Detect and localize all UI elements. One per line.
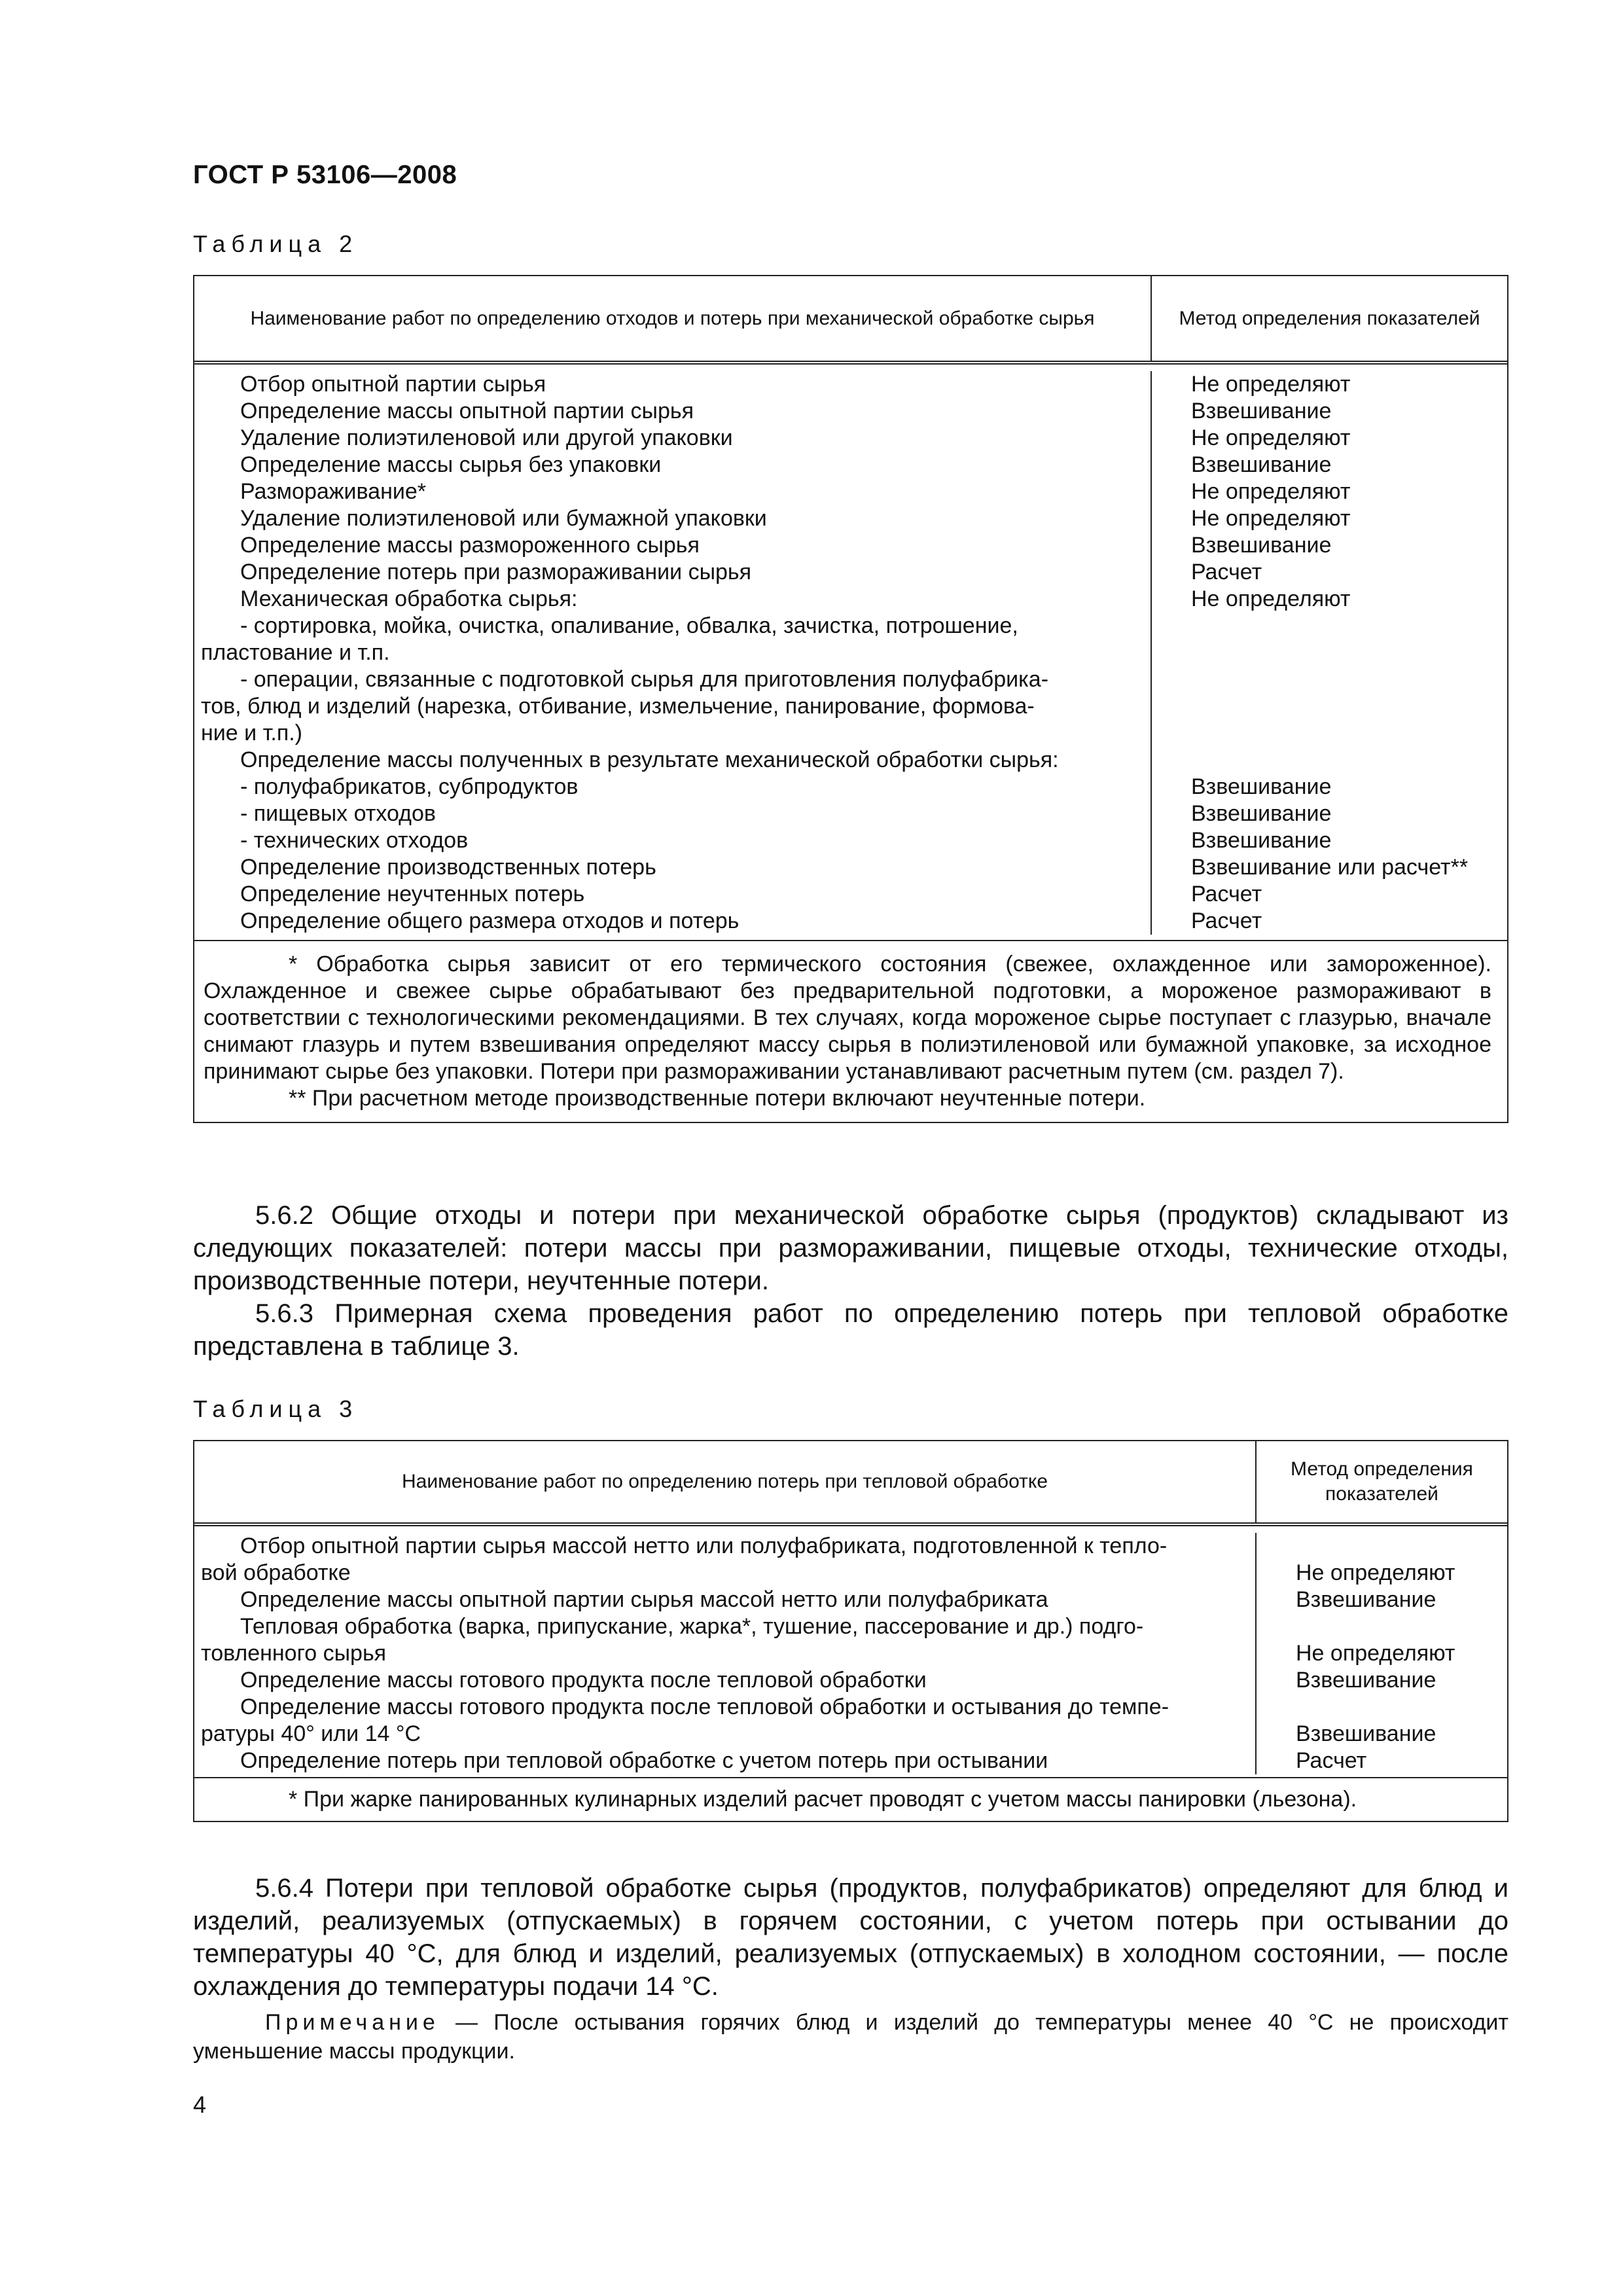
table-footnote: ** При расчетном методе производственные потери включают неучтенные потери. xyxy=(289,1086,1146,1111)
table-row-method: Не определяют xyxy=(1191,372,1351,397)
table-row-method xyxy=(1152,693,1507,720)
table-row-work: Определение производственных потерь xyxy=(240,855,656,880)
table2-header-work: Наименование работ по определению отходов и потерь при механической обработке сырья xyxy=(194,276,1152,361)
table2-header xyxy=(194,276,1507,365)
note-label: Примечание xyxy=(265,2010,440,2035)
table3-method-column xyxy=(1257,1533,1507,1774)
table-row-method: Не определяют xyxy=(1191,479,1351,504)
table-row-method xyxy=(1152,613,1507,639)
table-row-work: Определение массы полученных в результате механической обработки сырья: xyxy=(240,747,1059,772)
table-row-work: ние и т.п.) xyxy=(201,721,302,745)
table-row-work: Определение неучтенных потерь xyxy=(240,882,585,906)
table-row-method: Взвешивание xyxy=(1191,828,1332,853)
table-row-method: Не определяют xyxy=(1191,506,1351,531)
table2-caption: Таблица 2 xyxy=(193,230,359,257)
table-row-method: Не определяют xyxy=(1191,586,1351,611)
table-row-method: Взвешивание xyxy=(1191,452,1332,477)
table-row-method: Не определяют xyxy=(1191,425,1351,450)
table-row-method: Взвешивание xyxy=(1296,1587,1436,1612)
table3-caption: Таблица 3 xyxy=(193,1395,359,1422)
paragraph: 5.6.3 Примерная схема проведения работ по определению потерь при тепловой обработке представлена в таблице 3. xyxy=(193,1299,1508,1361)
table-row-method: Взвешивание xyxy=(1191,774,1332,799)
table-row-work: Размораживание* xyxy=(240,479,427,504)
note-primechanie xyxy=(193,2008,1508,2066)
table2-notes xyxy=(194,941,1507,1122)
table3 xyxy=(193,1440,1508,1822)
table-row-work: Тепловая обработка (варка, припускание, жарка*, тушение, пассерование и др.) подго- xyxy=(240,1614,1144,1639)
table2-work-column xyxy=(194,371,1152,935)
table-row-method xyxy=(1257,1694,1507,1721)
table-row-method: Взвешивание xyxy=(1191,399,1332,423)
document-header: ГОСТ Р 53106—2008 xyxy=(193,160,457,189)
table-row-method xyxy=(1257,1533,1507,1560)
table3-work-column xyxy=(194,1533,1257,1774)
table-row-work: - полуфабрикатов, субпродуктов xyxy=(240,774,579,799)
page-number: 4 xyxy=(193,2091,207,2118)
table-row-method: Взвешивание или расчет** xyxy=(1191,855,1469,880)
note-text: — После остывания горячих блюд и изделий до температуры менее 40 °С не происходит уменьшение массы продукции. xyxy=(193,2010,1508,2064)
table-row-work: Определение массы готового продукта после тепловой обработки и остывания до темпе- xyxy=(240,1695,1169,1719)
table3-header-method: Метод определения показателей xyxy=(1291,1458,1473,1505)
table-footnote: * Обработка сырья зависит от его термического состояния (свежее, охлажденное или замороженное). Охлажденное и свежее сырье обрабатывают без предварительной подготовки, а мороженое размораживают в соответствии с технологическими рекомендациями. В тех случаях, когда мороженое сырье поступает с глазурью, вначале снимают глазурь и путем взвешивания определяют массу сырья в полиэтиленовой или бумажной упаковке, за исходное принимают сырье без упаковки. Потери при размораживании устанавливают расчетным путем (см. раздел 7). xyxy=(204,952,1491,1084)
table3-notes xyxy=(194,1778,1507,1821)
paragraph-5-6-4-text: 5.6.4 Потери при тепловой обработке сырья (продуктов, полуфабрикатов) определяют для блюд и изделий, реализуемых (отпускаемых) в горячем состоянии, с учетом потерь при остывании до температуры 40 °С, для блюд и изделий, реализуемых (отпускаемых) в холодном состоянии, — после охлаждения до температуры подачи 14 °С. xyxy=(193,1874,1508,2001)
table-row-method: Взвешивание xyxy=(1191,533,1332,558)
table-row-work: Определение общего размера отходов и потерь xyxy=(240,908,740,933)
table-row-method xyxy=(1152,666,1507,693)
table-row-work: Определение потерь при размораживании сырья xyxy=(240,560,752,584)
table-row-method: Взвешивание xyxy=(1296,1668,1436,1693)
table2 xyxy=(193,275,1508,1123)
paragraph: 5.6.2 Общие отходы и потери при механической обработке сырья (продуктов) складывают из следующих показателей: потери массы при размораживании, пищевые отходы, технические отходы, производственные потери, неучтенные потери. xyxy=(193,1201,1508,1295)
table-row-work: ратуры 40° или 14 °С xyxy=(201,1721,421,1746)
table-row-method: Не определяют xyxy=(1296,1641,1455,1666)
table3-header xyxy=(194,1441,1507,1526)
table-row-work: - технических отходов xyxy=(240,828,469,853)
table-row-method xyxy=(1152,747,1507,774)
table-row-method: Расчет xyxy=(1191,908,1262,933)
table2-body xyxy=(194,365,1507,941)
table-row-work: Отбор опытной партии сырья xyxy=(240,372,546,397)
table-row-method: Взвешивание xyxy=(1191,801,1332,826)
table2-header-method: Метод определения показателей xyxy=(1179,307,1480,329)
table-row-method: Не определяют xyxy=(1296,1560,1455,1585)
table-row-work: Удаление полиэтиленовой или бумажной упаковки xyxy=(240,506,767,531)
table-row-work: пластование и т.п. xyxy=(201,640,390,665)
table-row-work: - сортировка, мойка, очистка, опаливание, обвалка, зачистка, потрошение, xyxy=(240,613,1018,638)
table-row-work: Определение массы опытной партии сырья xyxy=(240,399,694,423)
table-row-work: Определение массы готового продукта после тепловой обработки xyxy=(240,1668,927,1693)
table-row-method: Расчет xyxy=(1191,560,1262,584)
table3-header-work: Наименование работ по определению потерь при тепловой обработке xyxy=(194,1441,1257,1522)
table-row-work: Отбор опытной партии сырья массой нетто или полуфабриката, подготовленной к тепло- xyxy=(240,1534,1168,1558)
table-row-work: товленного сырья xyxy=(201,1641,387,1666)
paragraph-5-6-4 xyxy=(193,1872,1508,2003)
table-footnote: * При жарке панированных кулинарных изделий расчет проводят с учетом массы панировки (льезона). xyxy=(289,1787,1357,1812)
table-row-method xyxy=(1152,720,1507,747)
table3-body xyxy=(194,1526,1507,1778)
table-row-work: Определение массы размороженного сырья xyxy=(240,533,700,558)
table-row-method xyxy=(1257,1613,1507,1640)
paragraphs-mid xyxy=(193,1199,1508,1363)
table-row-method: Расчет xyxy=(1296,1748,1367,1773)
table-row-work: Определение массы опытной партии сырья массой нетто или полуфабриката xyxy=(240,1587,1048,1612)
table-row-work: вой обработке xyxy=(201,1560,351,1585)
table-row-work: Определение массы сырья без упаковки xyxy=(240,452,662,477)
table2-method-column xyxy=(1152,371,1507,935)
table-row-work: Удаление полиэтиленовой или другой упаковки xyxy=(240,425,733,450)
table-row-work: Механическая обработка сырья: xyxy=(240,586,578,611)
table-row-work: - пищевых отходов xyxy=(240,801,436,826)
table-row-work: Определение потерь при тепловой обработке с учетом потерь при остывании xyxy=(240,1748,1048,1773)
table-row-work: тов, блюд и изделий (нарезка, отбивание, измельчение, панирование, формова- xyxy=(201,694,1035,719)
table-row-method: Расчет xyxy=(1191,882,1262,906)
table-row-method xyxy=(1152,639,1507,666)
table-row-work: - операции, связанные с подготовкой сырья для приготовления полуфабрика- xyxy=(240,667,1049,692)
table-row-method: Взвешивание xyxy=(1296,1721,1436,1746)
